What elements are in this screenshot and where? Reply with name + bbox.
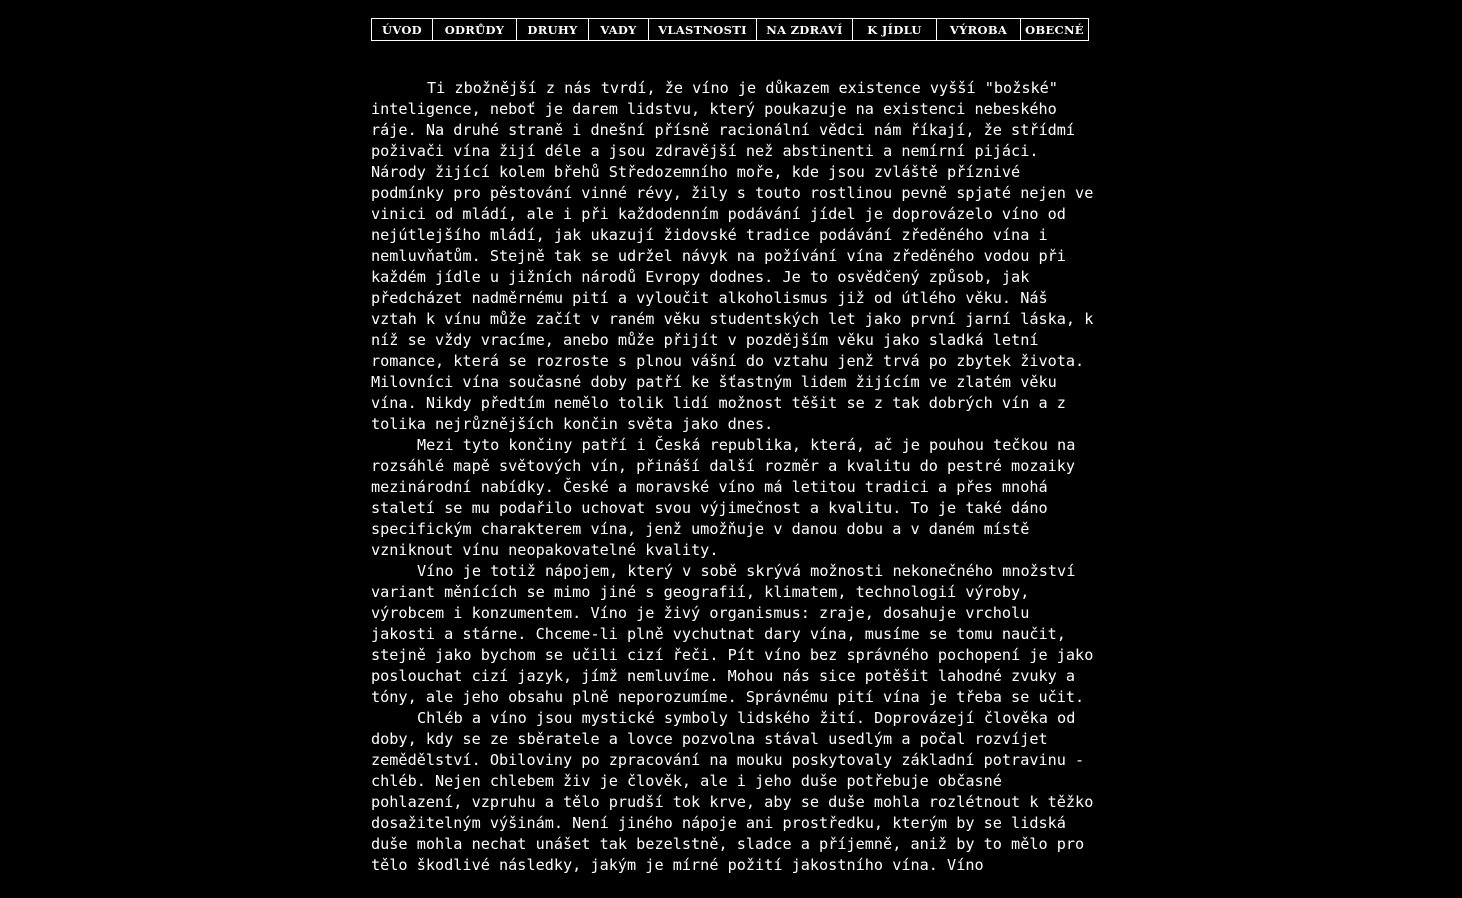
main-navigation bbox=[371, 18, 1089, 41]
nav-item-obecne[interactable]: OBECNÉ bbox=[1020, 19, 1088, 40]
article-paragraph: Chléb a víno jsou mystické symboly lidského žití. Doprovázejí člověka od doby, kdy se ze sběratele a lovce pozvolna stával usedlým a počal rozvíjet zemědělství. Obiloviny po zpracování na mouku poskytovaly základní potravinu - chléb. Nejen chlebem živ je člověk, ale i jeho duše potřebuje občasné pohlazení, vzpruhu a tělo prudší tok krve, aby se duše mohla rozlétnout k těžko dosažitelným výšinám. Není jiného nápoje ani prostředku, kterým by se lidská duše mohla nechat unášet tak bezelstně, sladce a příjemně, aniž by to mělo pro tělo škodlivé následky, jakým je mírné požití jakostního vína. Víno bbox=[371, 709, 1094, 874]
article-paragraph: Ti zbožnější z nás tvrdí, že víno je důkazem existence vyšší "božské" inteligence, neboť je darem lidstvu, který poukazuje na existenci nebeského ráje. Na druhé straně i dnešní přísně racionální vědci nám říkají, že střídmí poživači vína žijí déle a jsou zdravější než abstinenti a nemírní pijáci. Národy žijící kolem břehů Středozemního moře, kde jsou zvláště příznivé podmínky pro pěstování vinné révy, žily s touto rostlinou pevně spjaté nejen ve vinici od mládí, ale i při každodenním podávání jídel je doprovázelo víno od nejútlejšího mládí, jak ukazují židovské tradice podávání zředěného vína i nemluvňatům. Stejně tak se udržel návyk na požívání vína zředěného vodou při každém jídle u jižních národů Evropy dodnes. Je to osvědčený způsob, jak předcházet nadměrnému pití a vyloučit alkoholismus již od útlého věku. Náš vztah k vínu může začít v raném věku studentských let jako první jarní láska, k níž se vždy vracíme, anebo může přijít v pozdějším věku jako sladká letní romance, která se rozroste s plnou vášní do vztahu jenž trvá po zbytek života. Milovníci vína současné doby patří ke šťastným lidem žijícím ve zlatém věku vína. Nikdy předtím nemělo tolik lidí možnost těšit se z tak dobrých vín a z tolika nejrůznějších končin světa jako dnes. bbox=[371, 79, 1094, 433]
nav-item-k-jidlu[interactable]: K JÍDLU bbox=[852, 19, 936, 40]
nav-item-vady[interactable]: VADY bbox=[588, 19, 648, 40]
nav-item-na-zdravi[interactable]: NA ZDRAVÍ bbox=[756, 19, 852, 40]
article-paragraph: Mezi tyto končiny patří i Česká republika, která, ač je pouhou tečkou na rozsáhlé mapě světových vín, přináší další rozměr a kvalitu do pestré mozaiky mezinárodní nabídky. České a moravské víno má letitou tradici a přes mnohá staletí se mu podařilo uchovat svou výjimečnost a kvalitu. To je také dáno specifickým charakterem vína, jenž umožňuje v danou dobu a v daném místě vzniknout vínu neopakovatelné kvality. bbox=[371, 436, 1076, 559]
nav-item-odrudy[interactable]: ODRŮDY bbox=[432, 19, 516, 40]
nav-item-druhy[interactable]: DRUHY bbox=[516, 19, 588, 40]
nav-item-vyroba[interactable]: VÝROBA bbox=[936, 19, 1020, 40]
article-body bbox=[371, 78, 1101, 876]
nav-item-vlastnosti[interactable]: VLASTNOSTI bbox=[648, 19, 756, 40]
article-paragraph: Víno je totiž nápojem, který v sobě skrývá možnosti nekonečného množství variant měnících se mimo jiné s geografií, klimatem, technologií výroby, výrobcem i konzumentem. Víno je živý organismus: zraje, dosahuje vrcholu jakosti a stárne. Chceme-li plně vychutnat dary vína, musíme se tomu naučit, stejně jako bychom se učili cizí řeči. Pít víno bez správného pochopení je jako poslouchat cizí jazyk, jímž nemluvíme. Mohou nás sice potěšit lahodné zvuky a tóny, ale jeho obsahu plně neporozumíme. Správnému pití vína je třeba se učit. bbox=[371, 562, 1094, 706]
nav-item-uvod[interactable]: ÚVOD bbox=[382, 22, 422, 37]
